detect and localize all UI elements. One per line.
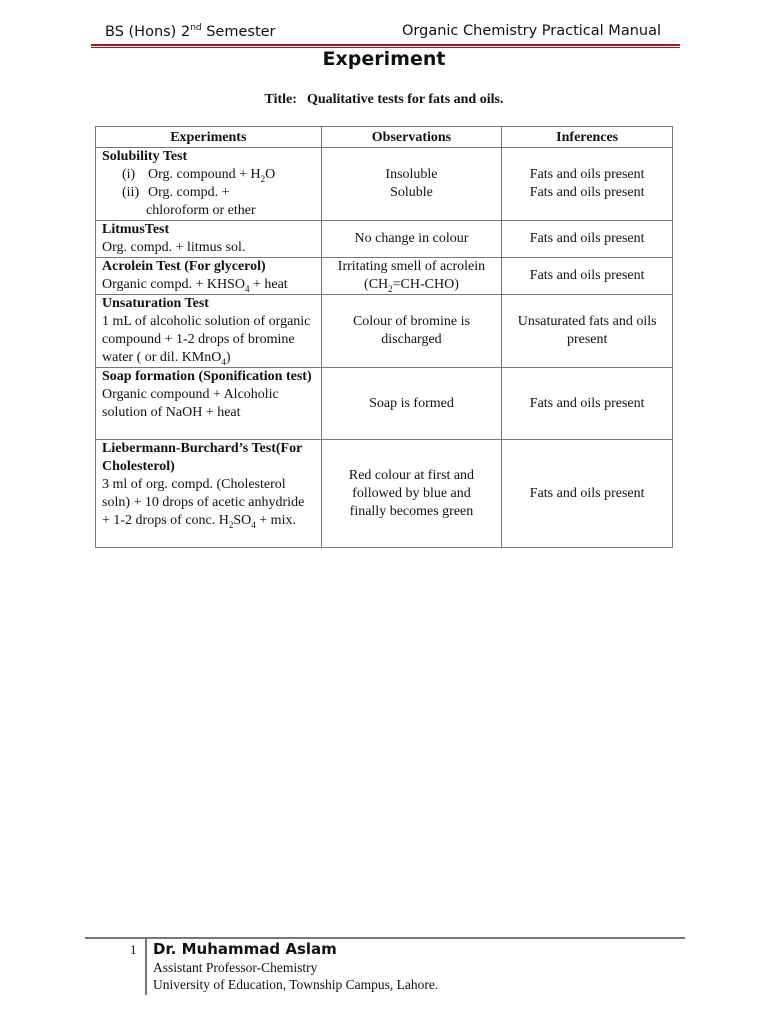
observation-cell: Insoluble Soluble [321,148,502,221]
table-row [96,440,673,548]
experiment-title [0,92,768,108]
table-header-row [96,127,673,148]
author-institution: University of Education, Township Campus, Lahore. [153,977,439,992]
test-name: Acrolein Test (For glycerol) [102,259,266,274]
header-observations: Observations [321,127,502,148]
test-procedure: 3 ml of org. compd. (Cholesterol soln) + 10 drops of acetic anhydride + 1-2 drops of conc. $H_2SO_4$ + mix. [102,477,305,530]
test-procedure: Organic compound + Alcoholic solution of NaOH + heat [102,387,279,420]
experiment-cell [96,368,322,440]
header-manual-title: Organic Chemistry Practical Manual [402,23,661,39]
experiment-cell [96,148,322,221]
test-name: LitmusTest [102,222,170,237]
inference-cell: Unsaturated fats and oils present [502,295,673,368]
observation-cell: Irritating smell of acrolein $(CH_2=CH-CHO)$ [321,258,502,295]
test-name: Solubility Test [102,149,188,164]
page-number: 1 [130,942,137,957]
table-row [96,148,673,221]
observation-cell: Soap is formed [321,368,502,440]
sub-step: (i) Org. compound + $H_2O$ [122,167,276,184]
title-text: Qualitative tests for fats and oils. [306,92,504,107]
experiment-cell [96,295,322,368]
observation-cell: Red colour at first and followed by blue and finally becomes green [321,440,502,548]
inference-cell: Fats and oils present [502,258,673,295]
inference-cell: Fats and oils present [502,440,673,548]
table-row [96,295,673,368]
header-course: BS (Hons) 2nd Semester [105,23,276,40]
experiment-cell [96,221,322,258]
header-inferences: Inferences [502,127,673,148]
test-name: Unsaturation Test [102,296,209,311]
footer-divider [145,939,147,995]
experiment-cell [96,258,322,295]
author-position: Assistant Professor-Chemistry [153,960,318,975]
test-name: Soap formation (Sponification test) [102,369,312,384]
sub-step: (ii) Org. compd. + [122,185,230,200]
inference-cell: Fats and oils present [502,368,673,440]
test-procedure: 1 mL of alcoholic solution of organic compound + 1-2 drops of bromine water ( or dil. KMnO$_4$) [102,314,311,367]
tests-table [95,126,673,548]
document-title: Experiment [322,48,446,70]
table-row [96,221,673,258]
test-procedure: Org. compd. + litmus sol. [102,240,246,255]
header-experiments: Experiments [96,127,322,148]
table-row [96,368,673,440]
table-row [96,258,673,295]
test-name: Liebermann-Burchard’s Test(For Cholesterol) [102,441,303,474]
sub-step-continued: chloroform or ether [146,203,256,218]
title-label: Title: [264,92,297,107]
inference-cell: Fats and oils present [502,221,673,258]
footer-rule [85,937,685,939]
test-procedure: Organic compd. + $KHSO_4$ + heat [102,277,288,294]
observation-cell: Colour of bromine is discharged [321,295,502,368]
inference-cell: Fats and oils present Fats and oils present [502,148,673,221]
author-name: Dr. Muhammad Aslam [153,940,337,958]
observation-cell: No change in colour [321,221,502,258]
header-rule [91,44,680,46]
experiment-cell [96,440,322,548]
